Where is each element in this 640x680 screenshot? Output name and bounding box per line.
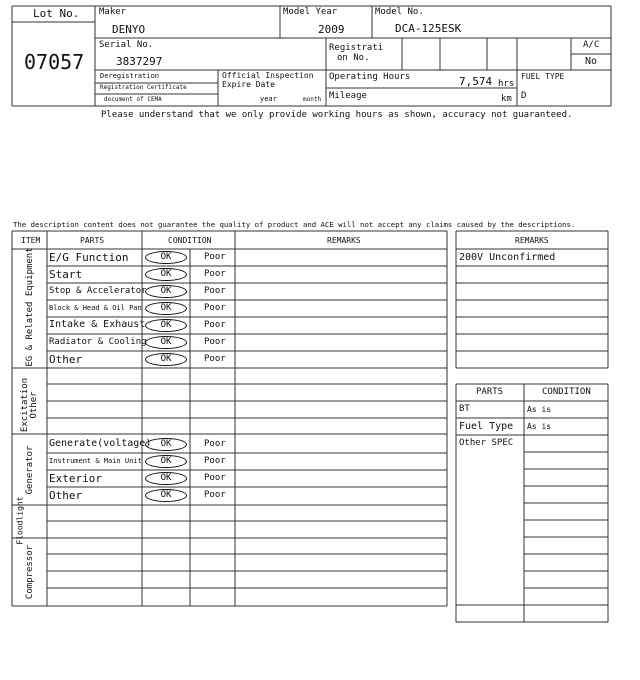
- part-intake-exhaust: Intake & Exhaust: [49, 319, 146, 330]
- part-instrument-main-unit: Instrument & Main Unit: [49, 457, 142, 465]
- col-parts: PARTS: [80, 236, 105, 245]
- poor-mark[interactable]: Poor: [204, 456, 226, 466]
- section-label-eg: EG & Related Equipment: [25, 247, 35, 367]
- part-block-head-oil-pan: Block & Head & Oil Pan: [49, 304, 142, 312]
- right-col-remarks: REMARKS: [515, 236, 549, 245]
- ok-mark[interactable]: OK: [145, 319, 187, 332]
- right-col-condition: CONDITION: [542, 387, 591, 397]
- serial-label: Serial No.: [99, 40, 154, 50]
- right-part-fuel-type: Fuel Type: [459, 421, 514, 432]
- cema-label: document of CEMA: [104, 96, 162, 103]
- description-note: The description content does not guarantee the quality of product and ACE will not accept any claims caused by the descriptions.: [13, 220, 576, 229]
- section-label-excitation: Excitation Other: [20, 377, 39, 433]
- col-condition: CONDITION: [168, 236, 212, 245]
- model-no-value: DCA-125ESK: [395, 22, 462, 35]
- registration-label-2: on No.: [337, 53, 370, 63]
- hours-disclaimer: Please understand that we only provide working hours as shown, accuracy not guaranteed.: [101, 110, 573, 120]
- ok-mark[interactable]: OK: [145, 251, 187, 264]
- year-label: year: [260, 95, 277, 103]
- operating-hours-value: 7,574: [459, 75, 493, 88]
- ok-mark[interactable]: OK: [145, 302, 187, 315]
- poor-mark[interactable]: Poor: [204, 337, 226, 347]
- poor-mark[interactable]: Poor: [204, 354, 226, 364]
- right-col-parts: PARTS: [476, 387, 504, 397]
- part-generate-voltage: Generate(voltage): [49, 438, 152, 449]
- part-stop-accelerator: Stop & Accelerator: [49, 286, 147, 296]
- registration-label-1: Registrati: [329, 43, 384, 53]
- ok-mark[interactable]: OK: [145, 285, 187, 298]
- part-other-generator: Other: [49, 489, 83, 502]
- ac-value: No: [585, 56, 598, 67]
- poor-mark[interactable]: Poor: [204, 473, 226, 483]
- poor-mark[interactable]: Poor: [204, 490, 226, 500]
- ok-mark[interactable]: OK: [145, 455, 187, 468]
- poor-mark[interactable]: Poor: [204, 269, 226, 279]
- right-part-other-spec: Other SPEC: [459, 438, 514, 448]
- col-item: ITEM: [21, 236, 41, 245]
- poor-mark[interactable]: Poor: [204, 303, 226, 313]
- poor-mark[interactable]: Poor: [204, 439, 226, 449]
- serial-value: 3837297: [116, 55, 163, 68]
- fuel-type-value: D: [521, 91, 527, 101]
- model-year-value: 2009: [318, 23, 345, 36]
- poor-mark[interactable]: Poor: [204, 320, 226, 330]
- inspection-label-2: Expire Date: [222, 80, 275, 89]
- poor-mark[interactable]: Poor: [204, 252, 226, 262]
- right-part-bt: BT: [459, 404, 470, 414]
- part-eg-function: E/G Function: [49, 251, 129, 264]
- maker-value: DENYO: [112, 23, 146, 36]
- model-year-label: Model Year: [283, 7, 338, 17]
- ok-mark[interactable]: OK: [145, 268, 187, 281]
- section-label-floodlight: Floodlight: [15, 496, 25, 545]
- section-label-compressor: Compressor: [25, 544, 35, 600]
- ok-mark[interactable]: OK: [145, 353, 187, 366]
- right-condition-fuel-type: As is: [527, 422, 552, 431]
- part-exterior: Exterior: [49, 472, 102, 485]
- maker-label: Maker: [99, 7, 127, 17]
- right-condition-bt: As is: [527, 405, 552, 414]
- ok-mark[interactable]: OK: [145, 472, 187, 485]
- part-start: Start: [49, 268, 83, 281]
- poor-mark[interactable]: Poor: [204, 286, 226, 296]
- inspection-label-1: Official Inspection: [222, 71, 314, 80]
- registration-certificate-label: Registration Certificate: [100, 84, 187, 91]
- ok-mark[interactable]: OK: [145, 336, 187, 349]
- ok-mark[interactable]: OK: [145, 438, 187, 451]
- col-remarks: REMARKS: [327, 236, 361, 245]
- ok-mark[interactable]: OK: [145, 489, 187, 502]
- model-no-label: Model No.: [375, 7, 424, 17]
- operating-hours-label: Operating Hours: [329, 72, 411, 82]
- mileage-unit: km: [501, 94, 512, 104]
- hours-unit: hrs: [498, 79, 515, 89]
- month-label: month: [303, 96, 322, 103]
- lot-label: Lot No.: [33, 7, 80, 20]
- part-radiator-cooling: Radiator & Cooling: [49, 337, 147, 347]
- fuel-type-label: FUEL TYPE: [521, 72, 565, 81]
- remark-row: 200V Unconfirmed: [459, 252, 556, 263]
- deregistration-label: Deregistration: [100, 72, 160, 80]
- lot-number: 07057: [24, 50, 85, 74]
- part-other-eg: Other: [49, 353, 83, 366]
- ac-label: A/C: [583, 40, 600, 50]
- mileage-label: Mileage: [329, 91, 367, 101]
- section-label-generator: Generator: [25, 445, 35, 495]
